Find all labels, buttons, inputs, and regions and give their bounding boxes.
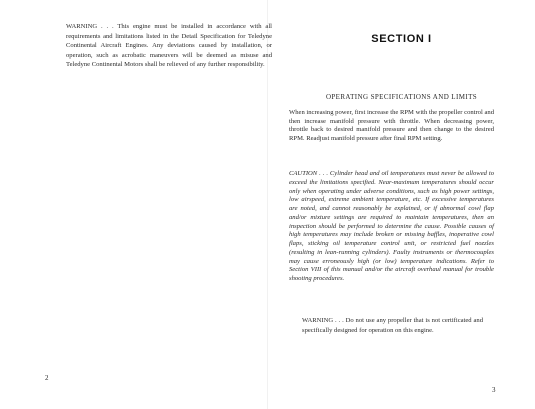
section-title: SECTION I bbox=[371, 33, 432, 45]
propeller-warning-text: WARNING . . . Do not use any propeller that is not certificated and specifically designed for operation on this engine. bbox=[302, 317, 483, 334]
page-number-right: 3 bbox=[492, 386, 496, 394]
caution-paragraph: CAUTION . . . Cylinder head and oil temperatures must never be allowed to exceed the limitations specified. Near-maximum temperatures should occur only when operating under adverse conditions, such as high power settings, low airspeed, extreme ambient temperature, etc. If excessive temperatures are noted, and cannot reasonably be explained, or if abnormal cowl flap and/or mixture settings are required to maintain temperatures, then an inspection should be performed to determine the cause. Possible causes of high temperatures may include broken or missing baffles, inoperative cowl flaps, sticking oil temperature control unit, or restricted fuel nozzles (resulting in lean-running cylinders). Faulty instruments or thermocouples may cause erroneously high (or low) temperature indications. Refer to Section VIII of this manual and/or the aircraft overhaul manual for trouble shooting procedures. bbox=[289, 170, 494, 282]
power-procedure-paragraph: When increasing power, first increase the RPM with the propeller control and then increase manifold pressure with throttle. When decreasing power, throttle back to desired manifold pressure and then change to the desired RPM. Readjust manifold pressure after final RPM setting. bbox=[289, 109, 494, 143]
operating-specs-heading: OPERATING SPECIFICATIONS AND LIMITS bbox=[325, 93, 478, 101]
page-number-left: 2 bbox=[45, 374, 49, 382]
left-warning-text: WARNING . . . This engine must be installed in accordance with all requirements and limitations listed in the Detail Specification for Teledyne Continental Aircraft Engines. Any deviations caused by installation, or operation, such as acrobatic maneuvers will be deemed as misuse and Teledyne Continental Motors shall be relieved of any further responsibility. bbox=[66, 23, 272, 69]
